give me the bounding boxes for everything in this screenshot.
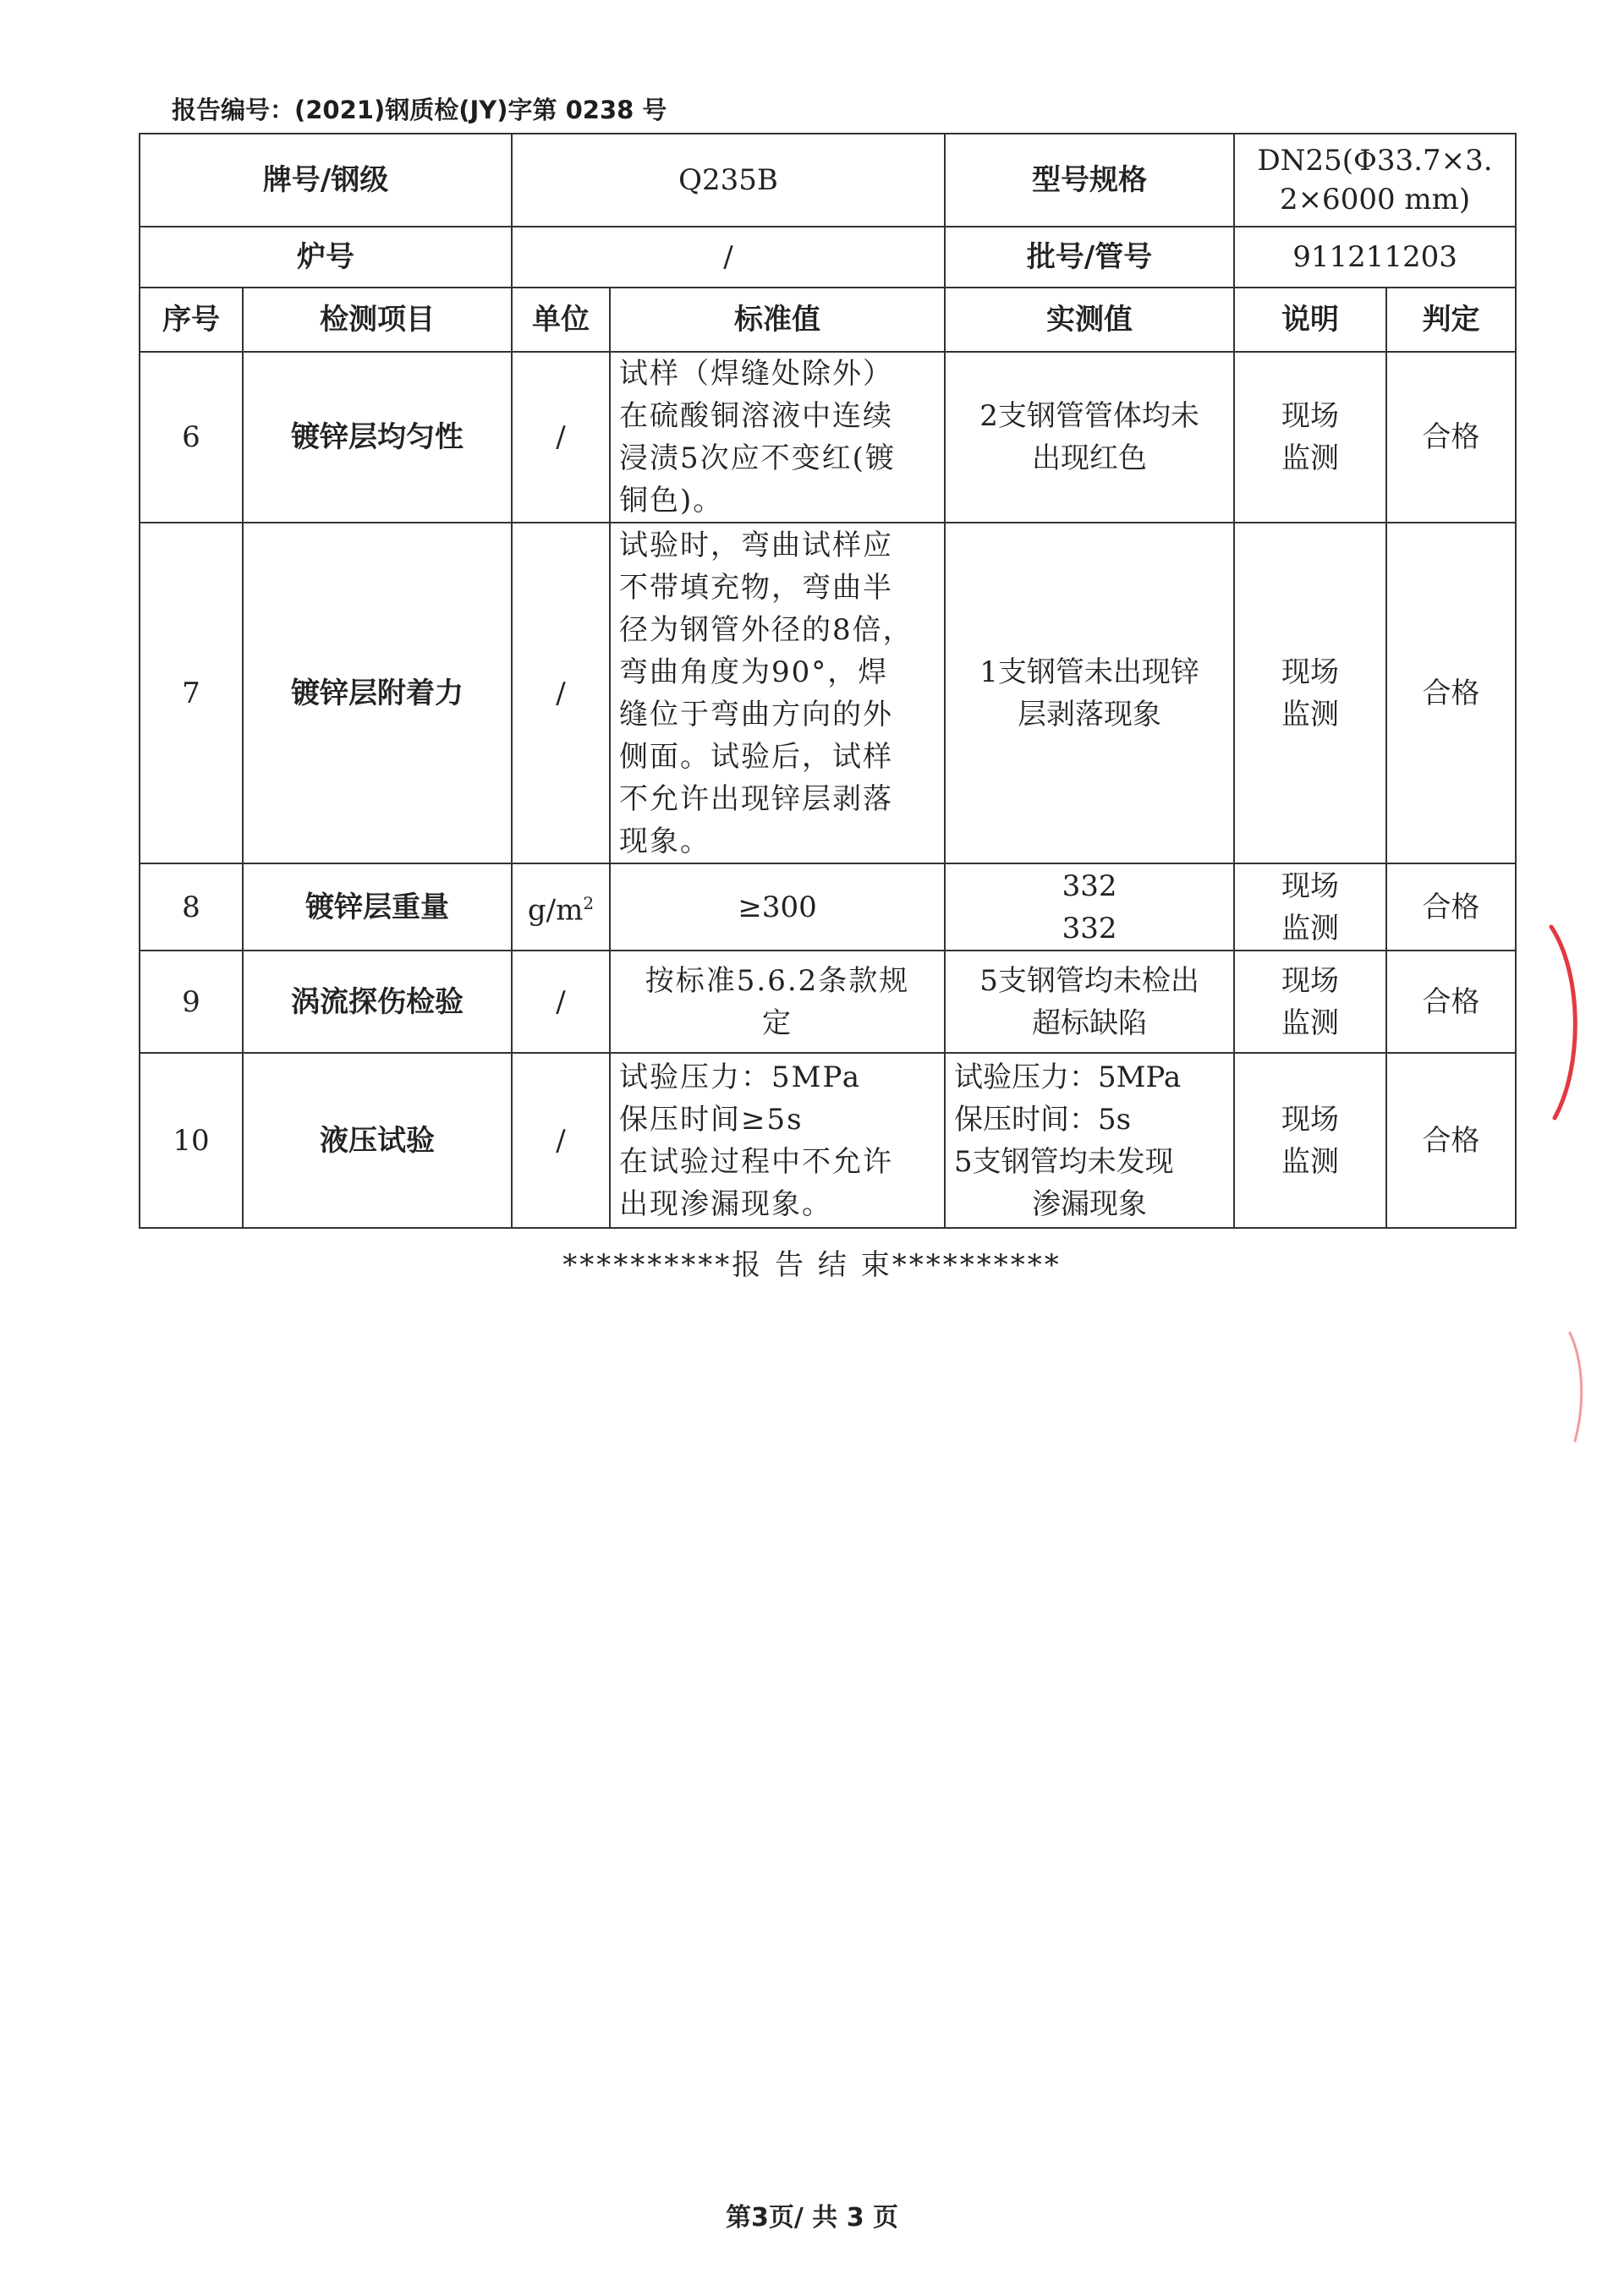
note-line: 现场 xyxy=(1281,869,1340,903)
measured-line: 332 xyxy=(1062,869,1117,903)
standard-line: 保压时间≥5s xyxy=(619,1102,804,1137)
col-header-note: 说明 xyxy=(1234,288,1386,352)
standard-line: 出现渗漏现象。 xyxy=(619,1186,833,1221)
spec-label: 型号规格 xyxy=(945,134,1234,227)
standard-line: 侧面。试验后，试样 xyxy=(619,739,894,774)
page-number: 第3页/ 共 3 页 xyxy=(725,2203,899,2233)
note-line: 现场 xyxy=(1281,655,1340,689)
grade-value: Q235B xyxy=(512,134,945,227)
measured-line: 层剥落现象 xyxy=(1018,697,1162,732)
row-standard xyxy=(610,1053,945,1228)
row-item: 涡流探伤检验 xyxy=(243,951,512,1053)
table-row xyxy=(140,863,1516,951)
row-note xyxy=(1234,523,1386,863)
info-row-furnace xyxy=(140,227,1516,288)
inspection-table xyxy=(139,133,1517,1229)
measured-line: 试验压力：5MPa xyxy=(954,1060,1182,1094)
measured-line: 渗漏现象 xyxy=(1032,1186,1148,1221)
row-no: 8 xyxy=(140,863,243,951)
grade-label: 牌号/钢级 xyxy=(140,134,512,227)
standard-line: 按标准5.6.2条款规 xyxy=(645,963,910,998)
spec-value xyxy=(1234,134,1516,227)
row-measured xyxy=(945,863,1234,951)
standard-line: 在硫酸铜溶液中连续 xyxy=(619,399,894,433)
report-number: 报告编号：(2021)钢质检(JY)字第 0238 号 xyxy=(172,96,667,124)
row-unit: / xyxy=(512,951,610,1053)
note-line: 现场 xyxy=(1281,963,1340,998)
standard-line: 现象。 xyxy=(619,824,711,858)
spec-value-line2: 2×6000 mm) xyxy=(1279,183,1471,216)
report-end-mark: **********报 告 结 束********** xyxy=(562,1248,1062,1282)
row-standard xyxy=(610,951,945,1053)
measured-line: 超标缺陷 xyxy=(1032,1006,1148,1040)
info-row-grade xyxy=(140,134,1516,227)
row-no: 6 xyxy=(140,352,243,523)
table-row xyxy=(140,1053,1516,1228)
row-measured xyxy=(945,1053,1234,1228)
row-note xyxy=(1234,863,1386,951)
row-standard xyxy=(610,523,945,863)
row-unit: / xyxy=(512,352,610,523)
row-measured xyxy=(945,352,1234,523)
standard-line: 径为钢管外径的8倍， xyxy=(619,612,914,647)
measured-line: 2支钢管管体均未 xyxy=(979,399,1199,433)
standard-line: 不允许出现锌层剥落 xyxy=(619,781,894,816)
unit-base: g/m xyxy=(527,893,584,928)
table-row xyxy=(140,523,1516,863)
seal-edge-mark xyxy=(1548,922,1599,1125)
note-line: 监测 xyxy=(1281,1006,1340,1040)
standard-line: 定 xyxy=(762,1006,793,1040)
row-standard xyxy=(610,863,945,951)
spec-value-line1: DN25(Φ33.7×3. xyxy=(1257,144,1493,178)
row-verdict: 合格 xyxy=(1386,1053,1516,1228)
col-header-unit: 单位 xyxy=(512,288,610,352)
standard-line: ≥300 xyxy=(738,890,817,924)
col-header-verdict: 判定 xyxy=(1386,288,1516,352)
furnace-value: / xyxy=(512,227,945,288)
note-line: 现场 xyxy=(1281,399,1340,433)
standard-line: 不带填充物，弯曲半 xyxy=(619,570,894,605)
furnace-label: 炉号 xyxy=(140,227,512,288)
measured-line: 332 xyxy=(1062,911,1117,945)
col-header-item: 检测项目 xyxy=(243,288,512,352)
column-header-row xyxy=(140,288,1516,352)
col-header-no: 序号 xyxy=(140,288,243,352)
table-row xyxy=(140,352,1516,523)
batch-label: 批号/管号 xyxy=(945,227,1234,288)
row-no: 10 xyxy=(140,1053,243,1228)
row-verdict: 合格 xyxy=(1386,863,1516,951)
note-line: 监测 xyxy=(1281,441,1340,475)
measured-line: 出现红色 xyxy=(1032,441,1148,475)
row-verdict: 合格 xyxy=(1386,523,1516,863)
measured-line: 保压时间：5s xyxy=(954,1102,1132,1137)
row-verdict: 合格 xyxy=(1386,352,1516,523)
row-unit xyxy=(512,863,610,951)
row-verdict: 合格 xyxy=(1386,951,1516,1053)
note-line: 监测 xyxy=(1281,911,1340,945)
standard-line: 试验压力：5MPa xyxy=(619,1060,862,1094)
measured-line: 5支钢管均未检出 xyxy=(979,963,1199,998)
row-standard xyxy=(610,352,945,523)
note-line: 监测 xyxy=(1281,697,1340,732)
col-header-standard: 标准值 xyxy=(610,288,945,352)
row-item: 镀锌层均匀性 xyxy=(243,352,512,523)
standard-line: 铜色)。 xyxy=(619,484,724,518)
batch-value: 911211203 xyxy=(1234,227,1516,288)
row-item: 镀锌层附着力 xyxy=(243,523,512,863)
standard-line: 弯曲角度为90°，焊 xyxy=(619,655,889,689)
table-row xyxy=(140,951,1516,1053)
row-note xyxy=(1234,352,1386,523)
row-item: 镀锌层重量 xyxy=(243,863,512,951)
row-item: 液压试验 xyxy=(243,1053,512,1228)
unit-superscript: 2 xyxy=(583,893,595,914)
row-unit: / xyxy=(512,523,610,863)
row-measured xyxy=(945,951,1234,1053)
row-no: 7 xyxy=(140,523,243,863)
standard-line: 在试验过程中不允许 xyxy=(619,1144,894,1179)
standard-line: 试验时，弯曲试样应 xyxy=(619,528,894,562)
row-measured xyxy=(945,523,1234,863)
row-unit: / xyxy=(512,1053,610,1228)
note-line: 监测 xyxy=(1281,1144,1340,1179)
row-no: 9 xyxy=(140,951,243,1053)
seal-edge-mark xyxy=(1565,1328,1599,1446)
standard-line: 缝位于弯曲方向的外 xyxy=(619,697,894,732)
col-header-measured: 实测值 xyxy=(945,288,1234,352)
measured-line: 1支钢管未出现锌 xyxy=(979,655,1199,689)
measured-line: 5支钢管均未发现 xyxy=(954,1144,1174,1179)
standard-line: 浸渍5次应不变红(镀 xyxy=(619,441,896,475)
row-note xyxy=(1234,1053,1386,1228)
standard-line: 试样（焊缝处除外） xyxy=(619,357,894,391)
note-line: 现场 xyxy=(1281,1102,1340,1137)
row-note xyxy=(1234,951,1386,1053)
